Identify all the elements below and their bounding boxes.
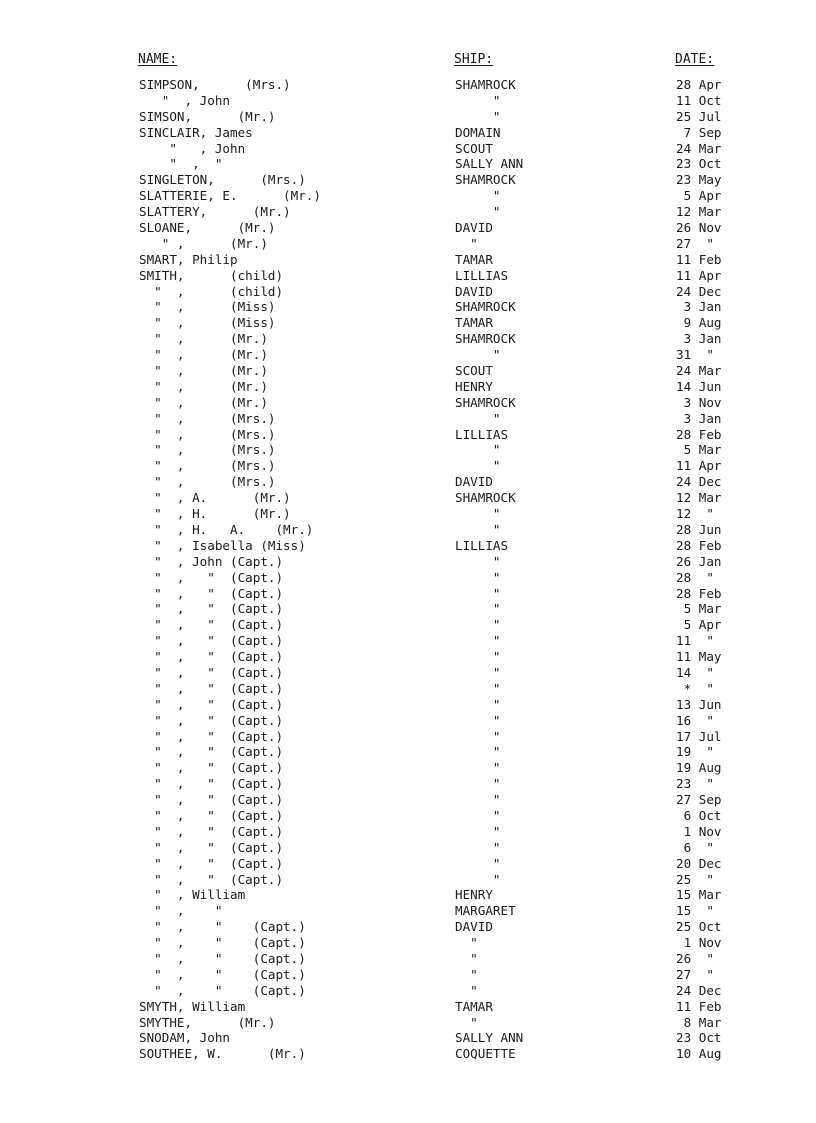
passenger-name: SMYTH, William <box>139 998 246 1014</box>
ship-name: SALLY ANN <box>455 1030 524 1046</box>
ship-name: " <box>455 617 501 633</box>
ship-name: SHAMROCK <box>455 172 516 188</box>
ship-name: COQUETTE <box>455 1046 516 1062</box>
arrival-date: 19 " <box>676 744 714 760</box>
ship-name: LILLIAS <box>455 426 509 442</box>
name-column-header: NAME: <box>138 52 178 67</box>
date-column-header: DATE: <box>675 52 715 67</box>
list-row <box>0 1030 816 1046</box>
arrival-date: 11 Oct <box>676 92 722 108</box>
ship-name: DAVID <box>455 919 493 935</box>
arrival-date: 25 " <box>676 871 714 887</box>
ship-name: SHAMROCK <box>455 299 516 315</box>
list-row <box>0 649 816 665</box>
ship-name: " <box>455 712 501 728</box>
passenger-name: " , " (Capt.) <box>139 935 306 951</box>
ship-name: " <box>455 569 501 585</box>
ship-name: SHAMROCK <box>455 331 516 347</box>
arrival-date: 27 " <box>676 235 714 251</box>
arrival-date: 8 Mar <box>676 1014 722 1030</box>
arrival-date: 3 Jan <box>676 410 722 426</box>
passenger-name: " , (Mr.) <box>139 347 268 363</box>
passenger-name: " , (Mr.) <box>139 331 268 347</box>
arrival-date: 25 Oct <box>676 919 722 935</box>
list-row <box>0 887 816 903</box>
arrival-date: 28 Feb <box>676 537 722 553</box>
list-row <box>0 93 816 109</box>
ship-name: " <box>455 108 501 124</box>
passenger-name: SINGLETON, (Mrs.) <box>139 172 306 188</box>
passenger-name: " , " (Capt.) <box>139 982 306 998</box>
passenger-name: " , " (Capt.) <box>139 664 284 680</box>
ship-name: " <box>455 601 501 617</box>
arrival-date: 31 " <box>676 347 714 363</box>
ship-name: DAVID <box>455 283 493 299</box>
list-row <box>0 236 816 252</box>
arrival-date: 24 Mar <box>676 140 722 156</box>
passenger-name: " , " (Capt.) <box>139 696 284 712</box>
passenger-name: " , " (Capt.) <box>139 807 284 823</box>
ship-name: TAMAR <box>455 251 493 267</box>
arrival-date: 27 " <box>676 966 714 982</box>
passenger-name: " , " (Capt.) <box>139 601 284 617</box>
ship-name: SHAMROCK <box>455 394 516 410</box>
passenger-name: SINCLAIR, James <box>139 124 253 140</box>
arrival-date: 14 Jun <box>676 378 722 394</box>
ship-name: " <box>455 521 501 537</box>
ship-name: " <box>455 982 478 998</box>
ship-name: " <box>455 839 501 855</box>
arrival-date: 16 " <box>676 712 714 728</box>
passenger-name: " , (Mr.) <box>139 363 268 379</box>
list-row <box>0 681 816 697</box>
ship-name: " <box>455 680 501 696</box>
passenger-name: " , " (Capt.) <box>139 680 284 696</box>
list-row <box>0 872 816 888</box>
ship-name: LILLIAS <box>455 267 509 283</box>
arrival-date: 6 Oct <box>676 807 722 823</box>
arrival-date: 3 Jan <box>676 331 722 347</box>
arrival-date: 23 Oct <box>676 156 722 172</box>
list-row <box>0 220 816 236</box>
ship-name: " <box>455 950 478 966</box>
passenger-name: SLATTERIE, E. (Mr.) <box>139 188 321 204</box>
arrival-date: 23 Oct <box>676 1030 722 1046</box>
list-row <box>0 474 816 490</box>
passenger-name: " , (Mrs.) <box>139 442 276 458</box>
list-row <box>0 490 816 506</box>
ship-name: " <box>455 823 501 839</box>
ship-name: " <box>455 204 501 220</box>
arrival-date: 28 Feb <box>676 426 722 442</box>
list-row <box>0 379 816 395</box>
arrival-date: 10 Aug <box>676 1046 722 1062</box>
list-row <box>0 983 816 999</box>
arrival-date: 11 " <box>676 633 714 649</box>
passenger-name: " , H. (Mr.) <box>139 506 291 522</box>
passenger-name: " , (Mrs.) <box>139 410 276 426</box>
passenger-name: " , William <box>139 887 246 903</box>
ship-name: " <box>455 807 501 823</box>
arrival-date: 24 Dec <box>676 474 722 490</box>
list-row <box>0 665 816 681</box>
ship-name: " <box>455 506 501 522</box>
arrival-date: 26 Jan <box>676 553 722 569</box>
arrival-date: 24 Dec <box>676 982 722 998</box>
arrival-date: 12 " <box>676 506 714 522</box>
arrival-date: 7 Sep <box>676 124 722 140</box>
ship-name: " <box>455 649 501 665</box>
list-row <box>0 442 816 458</box>
list-row <box>0 411 816 427</box>
ship-name: " <box>455 1014 478 1030</box>
list-row <box>0 363 816 379</box>
passenger-name: " , " (Capt.) <box>139 569 284 585</box>
arrival-date: 1 Nov <box>676 935 722 951</box>
arrival-date: 15 Mar <box>676 887 722 903</box>
passenger-name: " , " (Capt.) <box>139 585 284 601</box>
passenger-name: " , (Mrs.) <box>139 426 276 442</box>
passenger-name: SMYTHE, (Mr.) <box>139 1014 276 1030</box>
arrival-date: 28 Jun <box>676 521 722 537</box>
passenger-name: SMITH, (child) <box>139 267 284 283</box>
list-row <box>0 299 816 315</box>
list-row <box>0 744 816 760</box>
passenger-name: " , " (Capt.) <box>139 633 284 649</box>
list-row <box>0 109 816 125</box>
ship-name: DAVID <box>455 474 493 490</box>
ship-name: MARGARET <box>455 903 516 919</box>
ship-name: " <box>455 696 501 712</box>
ship-name: TAMAR <box>455 315 493 331</box>
list-row <box>0 951 816 967</box>
arrival-date: 13 Jun <box>676 696 722 712</box>
arrival-date: 24 Dec <box>676 283 722 299</box>
ship-name: " <box>455 235 478 251</box>
passenger-name: " , " (Capt.) <box>139 839 284 855</box>
ship-name: SALLY ANN <box>455 156 524 172</box>
passenger-name: " , John <box>139 140 246 156</box>
arrival-date: 9 Aug <box>676 315 722 331</box>
passenger-name: SMART, Philip <box>139 251 238 267</box>
list-row <box>0 824 816 840</box>
arrival-date: 26 Nov <box>676 220 722 236</box>
arrival-date: 11 Apr <box>676 458 722 474</box>
ship-name: HENRY <box>455 887 493 903</box>
passenger-name: " , " (Capt.) <box>139 966 306 982</box>
passenger-name: " , " (Capt.) <box>139 823 284 839</box>
list-row <box>0 252 816 268</box>
arrival-date: 11 May <box>676 649 722 665</box>
list-row <box>0 427 816 443</box>
list-row <box>0 156 816 172</box>
ship-name: SCOUT <box>455 140 493 156</box>
list-row <box>0 729 816 745</box>
list-row <box>0 808 816 824</box>
list-row <box>0 760 816 776</box>
passenger-name: " , " <box>139 903 223 919</box>
passenger-list <box>0 77 816 1062</box>
arrival-date: 19 Aug <box>676 760 722 776</box>
list-row <box>0 347 816 363</box>
passenger-name: " , John <box>139 92 230 108</box>
ship-column-header: SHIP: <box>454 52 494 67</box>
list-row <box>0 77 816 93</box>
passenger-name: " , (Mr.) <box>139 394 268 410</box>
ship-name: " <box>455 458 501 474</box>
arrival-date: 12 Mar <box>676 204 722 220</box>
passenger-name: " , " (Capt.) <box>139 855 284 871</box>
list-row <box>0 506 816 522</box>
passenger-name: " , Isabella (Miss) <box>139 537 306 553</box>
passenger-name: " , John (Capt.) <box>139 553 284 569</box>
list-row <box>0 1046 816 1062</box>
ship-name: " <box>455 760 501 776</box>
arrival-date: 3 Jan <box>676 299 722 315</box>
list-row <box>0 601 816 617</box>
arrival-date: 3 Nov <box>676 394 722 410</box>
ship-name: " <box>455 935 478 951</box>
ship-name: " <box>455 92 501 108</box>
list-row <box>0 570 816 586</box>
passenger-name: " , " (Capt.) <box>139 744 284 760</box>
passenger-name: SIMPSON, (Mrs.) <box>139 77 291 92</box>
arrival-date: 11 Feb <box>676 998 722 1014</box>
list-row <box>0 141 816 157</box>
list-row <box>0 172 816 188</box>
list-row <box>0 792 816 808</box>
ship-name: " <box>455 664 501 680</box>
ship-name: " <box>455 585 501 601</box>
list-row <box>0 315 816 331</box>
passenger-name: " , (Mr.) <box>139 378 268 394</box>
arrival-date: 28 Feb <box>676 585 722 601</box>
list-row <box>0 586 816 602</box>
passenger-name: " , " (Capt.) <box>139 649 284 665</box>
passenger-name: " , " (Capt.) <box>139 776 284 792</box>
arrival-date: 28 " <box>676 569 714 585</box>
list-row <box>0 633 816 649</box>
passenger-name: " , (Miss) <box>139 315 276 331</box>
ship-name: " <box>455 792 501 808</box>
list-row <box>0 538 816 554</box>
arrival-date: 1 Nov <box>676 823 722 839</box>
passenger-name: " , " (Capt.) <box>139 919 306 935</box>
arrival-date: 20 Dec <box>676 855 722 871</box>
arrival-date: 11 Apr <box>676 267 722 283</box>
passenger-name: SOUTHEE, W. (Mr.) <box>139 1046 306 1062</box>
ship-name: SCOUT <box>455 363 493 379</box>
list-row <box>0 840 816 856</box>
ship-name: " <box>455 966 478 982</box>
arrival-date: 17 Jul <box>676 728 722 744</box>
arrival-date: 27 Sep <box>676 792 722 808</box>
arrival-date: 26 " <box>676 950 714 966</box>
arrival-date: 14 " <box>676 664 714 680</box>
passenger-name: " , " (Capt.) <box>139 792 284 808</box>
list-row <box>0 395 816 411</box>
list-row <box>0 554 816 570</box>
arrival-date: 6 " <box>676 839 714 855</box>
list-row <box>0 458 816 474</box>
ship-name: " <box>455 347 501 363</box>
passenger-name: " , H. A. (Mr.) <box>139 521 314 537</box>
list-row <box>0 1015 816 1031</box>
ship-name: " <box>455 553 501 569</box>
passenger-name: " , (child) <box>139 283 284 299</box>
arrival-date: 5 Apr <box>676 617 722 633</box>
arrival-date: 5 Mar <box>676 601 722 617</box>
list-row <box>0 268 816 284</box>
passenger-name: " , " <box>139 156 223 172</box>
ship-name: DOMAIN <box>455 124 501 140</box>
ship-name: " <box>455 855 501 871</box>
passenger-name: SNODAM, John <box>139 1030 230 1046</box>
arrival-date: 15 " <box>676 903 714 919</box>
list-row <box>0 697 816 713</box>
ship-name: HENRY <box>455 378 493 394</box>
ship-name: " <box>455 728 501 744</box>
arrival-date: 5 Mar <box>676 442 722 458</box>
passenger-name: " , (Miss) <box>139 299 276 315</box>
passenger-name: " , " (Capt.) <box>139 712 284 728</box>
passenger-name: " , " (Capt.) <box>139 871 284 887</box>
arrival-date: 23 " <box>676 776 714 792</box>
list-row <box>0 188 816 204</box>
passenger-name: " , " (Capt.) <box>139 728 284 744</box>
list-row <box>0 522 816 538</box>
passenger-name: SLOANE, (Mr.) <box>139 220 276 236</box>
passenger-name: " , (Mrs.) <box>139 458 276 474</box>
ship-name: " <box>455 776 501 792</box>
passenger-name: " , " (Capt.) <box>139 617 284 633</box>
list-row <box>0 776 816 792</box>
ship-name: DAVID <box>455 220 493 236</box>
arrival-date: 25 Jul <box>676 108 722 124</box>
arrival-date: * " <box>676 680 714 696</box>
ship-name: " <box>455 633 501 649</box>
list-row <box>0 935 816 951</box>
passenger-name: " , " (Capt.) <box>139 760 284 776</box>
passenger-name: SLATTERY, (Mr.) <box>139 204 291 220</box>
passenger-name: SIMSON, (Mr.) <box>139 108 276 124</box>
list-row <box>0 125 816 141</box>
arrival-date: 11 Feb <box>676 251 722 267</box>
list-row <box>0 617 816 633</box>
arrival-date: 28 Apr <box>676 77 722 92</box>
list-row <box>0 999 816 1015</box>
ship-name: LILLIAS <box>455 537 509 553</box>
arrival-date: 5 Apr <box>676 188 722 204</box>
ship-name: TAMAR <box>455 998 493 1014</box>
list-row <box>0 713 816 729</box>
list-row <box>0 919 816 935</box>
ship-name: " <box>455 871 501 887</box>
ship-name: " <box>455 188 501 204</box>
passenger-name: " , A. (Mr.) <box>139 490 291 506</box>
passenger-name: " , (Mrs.) <box>139 474 276 490</box>
list-row <box>0 903 816 919</box>
list-row <box>0 856 816 872</box>
list-row <box>0 284 816 300</box>
passenger-name: " , (Mr.) <box>139 235 268 251</box>
arrival-date: 12 Mar <box>676 490 722 506</box>
ship-name: SHAMROCK <box>455 77 516 92</box>
list-row <box>0 331 816 347</box>
arrival-date: 24 Mar <box>676 363 722 379</box>
ship-name: SHAMROCK <box>455 490 516 506</box>
ship-name: " <box>455 410 501 426</box>
list-row <box>0 967 816 983</box>
passenger-name: " , " (Capt.) <box>139 950 306 966</box>
ship-name: " <box>455 744 501 760</box>
ship-name: " <box>455 442 501 458</box>
list-row <box>0 204 816 220</box>
arrival-date: 23 May <box>676 172 722 188</box>
